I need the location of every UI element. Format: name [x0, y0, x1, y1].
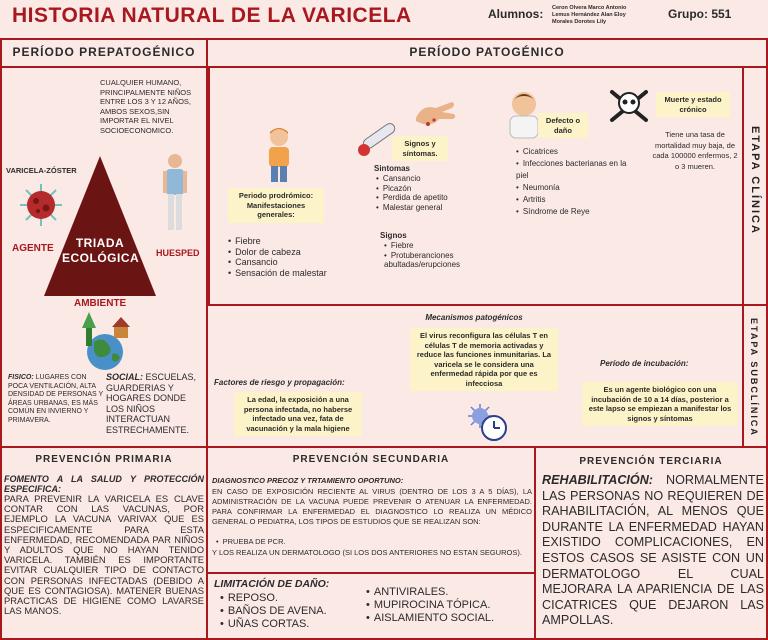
prodromico-item: • Fiebre — [228, 236, 327, 247]
rehabilitacion-body: NORMALMENTE LAS PERSONAS NO REQUIEREN DE RAHABILITACIÓN, AL MENOS QUE DURANTE LA ENFERMEDAD HAYAN EXISTIDO COMPLICACIONES, EN ESTOS CASOS SE ASISTE CON UN DERMATOLOGO EL CUAL MEJORARA LA APARIENCIA DE LAS CICATRICES QUE DEJARON LAS AMPOLLAS. — [542, 473, 764, 628]
limitacion-right-list — [366, 586, 494, 625]
muerte-text: Tiene una tasa de mortalidad muy baja, de cada 100000 enfermos, 2 o 3 mueren. — [652, 130, 738, 171]
incubacion-note: Es un agente biológico con una incubación de 10 a 14 días, posterior a este lapso se empiezan a manifestar los signos y síntomas — [582, 382, 738, 426]
secundaria-subtitle: DIAGNOSTICO PRECOZ Y TRTAMIENTO OPORTUNO: — [212, 476, 404, 485]
defecto-item: • Síndrome de Reye — [516, 206, 640, 218]
limitacion-item: • MUPIROCINA TÓPICA. — [366, 599, 494, 612]
limitacion-item: • REPOSO. — [220, 592, 327, 605]
prodromico-note: Periodo prodrómico: Manifestaciones generales: — [228, 188, 324, 223]
virus-clock-icon — [466, 402, 510, 442]
sintoma-item: • Malestar general — [376, 203, 466, 213]
sintoma-item: • Picazón — [376, 184, 466, 194]
social-text — [106, 372, 204, 436]
grupo-label: Grupo: 551 — [668, 7, 732, 21]
person-icon — [160, 152, 190, 234]
incubacion-title: Período de incubación: — [600, 359, 689, 368]
fisico-text — [8, 374, 104, 426]
defecto-note: Defecto o daño — [538, 113, 588, 138]
page-title: HISTORIA NATURAL DE LA VARICELA — [12, 4, 412, 27]
mecanismos-note: El virus reconfigura las células T en células T de memoria activadas y reduce las funciones inmunitarias. La varicela se le considera una enfermedad rápida por que es infecciosa — [410, 328, 558, 391]
defecto-item: • Neumonía — [516, 182, 640, 194]
secundaria-text: EN CASO DE EXPOSICIÓN RECIENTE AL VIRUS (DENTRO DE LOS 3 A 5 DÍAS), LA ADMINISTRACIÓN DE LA VACUNA PUEDE PREVENIR O ATENUAR LA ENFERMEDAD. PARA CONFIRMAR LA ENFERMEDAD EL DIAGNOSTICO LO REALIZA UN MÉDICO GENERAL O PEDIATRA, LOS TIPOS DE ESTUDIOS QUE SE REALIZAN SON: — [212, 487, 532, 526]
ambiente-label: AMBIENTE — [74, 298, 127, 309]
limitacion-item: • BAÑOS DE AVENA. — [220, 605, 327, 618]
alumnos-label: Alumnos: — [488, 7, 544, 21]
sintomas-label: Sintomas — [374, 164, 411, 173]
prodromico-item: • Dolor de cabeza — [228, 247, 327, 258]
prodromico-item: • Cansancio — [228, 257, 327, 268]
terciaria-title: PREVENCIÓN TERCIARIA — [579, 456, 723, 467]
defecto-item: • Cicatrices — [516, 146, 640, 158]
mecanismos-title: Mecanismos patogénicos — [425, 313, 523, 322]
patogenico-title: PERÍODO PATOGÉNICO — [409, 45, 565, 59]
primaria-subtitle: FOMENTO A LA SALUD Y PROTECCIÓN ESPECIFICA: — [4, 474, 204, 494]
defecto-item: • Artritis — [516, 194, 640, 206]
limitacion-title: LIMITACIÓN DE DAÑO: — [214, 578, 330, 590]
factores-note: La edad, la exposición a una persona infectada, no haberse infectado una vez, fata de vacunación y la mala higiene — [234, 392, 362, 436]
limitacion-item: • ANTIVIRALES. — [366, 586, 494, 599]
triada-triangle — [44, 156, 156, 296]
huesped-label: HUESPED — [156, 248, 200, 258]
signo-item: • Fiebre — [384, 241, 496, 251]
signo-item: • Protuberanciones abultadas/erupciones — [384, 251, 496, 270]
alumno-2: Lemus Hernández Alan Eloy — [552, 12, 626, 18]
sintomas-list — [376, 174, 466, 212]
defecto-list — [516, 146, 640, 218]
prepatogenico-title: PERÍODO PREPATOGÉNICO — [12, 45, 196, 59]
prueba-item: • PRUEBA DE PCR. — [216, 537, 286, 546]
signos-label: Signos — [380, 231, 407, 240]
sintoma-item: • Cansancio — [376, 174, 466, 184]
huesped-description: CUALQUIER HUMANO, PRINCIPALMENTE NIÑOS ENTRE LOS 3 Y 12 AÑOS, AMBOS SEXOS,SIN IMPORTAR EL NIVEL SOCIOECONOMICO. — [100, 78, 192, 135]
alumno-1: Ceron Olvera Marco Antonio — [552, 5, 627, 11]
social-body: ESCUELAS, GUARDERIAS Y HOGARES DONDE LOS NIÑOS INTERACTUAN ESTRECHAMENTE. — [106, 372, 197, 435]
defecto-item: • Infecciones bacterianas en la piel — [516, 158, 640, 182]
primaria-title: PREVENCIÓN PRIMARIA — [35, 454, 173, 465]
environment-icon — [72, 312, 138, 370]
triada-label: TRIADA ECOLÓGICA — [62, 236, 140, 265]
muerte-note: Muerte y estado crónico — [656, 92, 730, 117]
fisico-label: FISICO: — [8, 374, 34, 381]
terciaria-text — [542, 473, 764, 629]
scratching-hand-icon — [414, 98, 456, 138]
alumno-3: Morales Dorotes Lily — [552, 19, 607, 25]
factores-title: Factores de riesgo y propagación: — [214, 378, 345, 387]
etapa-subclinica-label: ETAPA SUBCLÍNICA — [749, 318, 759, 437]
fisico-body: LUGARES CON POCA VENTILACIÓN, ALTA DENSIDAD DE PERSONAS Y ÁREAS URBANAS, ES MÁS COMÚN EN INVIERNO Y PRIMAVERA. — [8, 374, 104, 424]
prodromico-item: • Sensación de malestar — [228, 268, 327, 279]
secundaria-prueba-list — [216, 537, 286, 546]
prodromico-list — [228, 236, 327, 278]
signos-note: Signos y síntomas. — [392, 136, 448, 161]
social-label: SOCIAL: — [106, 372, 143, 382]
limitacion-item: • AISLAMIENTO SOCIAL. — [366, 612, 494, 625]
rehabilitacion-label: REHABILITACIÓN: — [542, 473, 654, 487]
virus-label: VARICELA-ZÓSTER — [6, 166, 77, 175]
signos-list — [384, 241, 496, 270]
sintoma-item: • Perdida de apetito — [376, 193, 466, 203]
limitacion-left-list — [220, 592, 327, 631]
skull-icon — [608, 88, 650, 124]
agente-label: AGENTE — [12, 243, 54, 254]
etapa-clinica-label: ETAPA CLÍNICA — [749, 126, 761, 235]
secundaria-text2: Y LOS REALIZA UN DERMATOLOGO (SI LOS DOS ANTERIORES NO ESTAN SEGUROS). — [212, 548, 522, 557]
primaria-text: PARA PREVENIR LA VARICELA ES CLAVE CONTAR CON LAS VACUNAS, POR EJEMPLO LA VACUNA VARIVAX QUE ES ESPECIFICAMENTE PARA ESTA ENFERMEDAD, RECOMENDADA PAR NIÑOS Y ADULTOS QUE NO HAYAN TENIDO VARICELA. TAMBIÉN ES IMPORTANTE EVITAR CUALQUIER TIPO DE CONTACTO CON PERSONAS INFECTADAS (DEBIDO A QUE ES CONTAGIOSA). MATENER BUENAS PRACTICAS DE HIGIENE COMO LAVARSE LAS MANOS. — [4, 493, 204, 617]
secundaria-divider — [206, 572, 536, 574]
child-icon — [262, 126, 296, 184]
secundaria-title: PREVENCIÓN SECUNDARIA — [292, 454, 450, 465]
alumnos-list — [552, 5, 626, 26]
limitacion-item: • UÑAS CORTAS. — [220, 618, 327, 631]
